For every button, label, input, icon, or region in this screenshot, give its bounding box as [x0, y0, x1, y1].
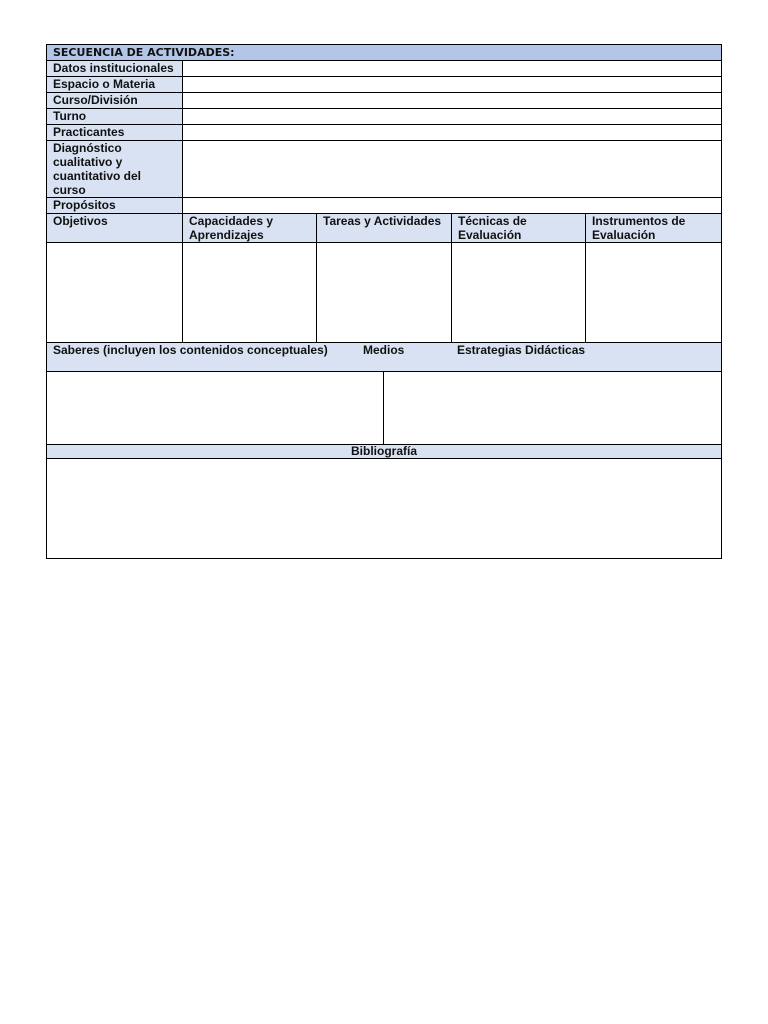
label-datos-institucionales: Datos institucionales — [47, 61, 183, 77]
header-bibliografia: Bibliografía — [47, 445, 722, 459]
field-datos-institucionales[interactable] — [183, 61, 722, 77]
header-tareas: Tareas y Actividades — [317, 214, 452, 243]
form-title: SECUENCIA DE ACTIVIDADES: — [47, 45, 722, 61]
saberes-header-row — [47, 343, 722, 372]
label-turno: Turno — [47, 109, 183, 125]
cell-objetivos[interactable] — [47, 243, 183, 343]
saberes-table — [46, 342, 722, 445]
header-medios: Medios — [363, 343, 405, 357]
field-espacio-materia[interactable] — [183, 77, 722, 93]
label-curso-division: Curso/División — [47, 93, 183, 109]
cell-tecnicas[interactable] — [452, 243, 586, 343]
cell-saberes[interactable] — [47, 372, 384, 445]
objectives-table — [46, 213, 722, 343]
cell-capacidades[interactable] — [183, 243, 317, 343]
cell-bibliografia[interactable] — [47, 459, 722, 559]
header-capacidades: Capacidades y Aprendizajes — [183, 214, 317, 243]
field-diagnostico[interactable] — [183, 141, 722, 198]
cell-instrumentos[interactable] — [586, 243, 722, 343]
activity-sequence-form — [46, 44, 722, 559]
label-propositos: Propósitos — [47, 198, 183, 214]
field-practicantes[interactable] — [183, 125, 722, 141]
label-diagnostico: Diagnóstico cualitativo y cuantitativo del curso — [47, 141, 183, 198]
cell-tareas[interactable] — [317, 243, 452, 343]
label-practicantes: Practicantes — [47, 125, 183, 141]
cell-medios-estrategias[interactable] — [384, 372, 722, 445]
header-estrategias: Estrategias Didácticas — [457, 343, 586, 357]
header-instrumentos: Instrumentos de Evaluación — [586, 214, 722, 243]
info-table — [46, 44, 722, 214]
header-saberes: Saberes (incluyen los contenidos conceptuales) — [53, 343, 328, 357]
field-curso-division[interactable] — [183, 93, 722, 109]
bibliografia-table — [46, 444, 722, 559]
header-tecnicas: Técnicas de Evaluación — [452, 214, 586, 243]
field-turno[interactable] — [183, 109, 722, 125]
label-espacio-materia: Espacio o Materia — [47, 77, 183, 93]
header-objetivos: Objetivos — [47, 214, 183, 243]
field-propositos[interactable] — [183, 198, 722, 214]
